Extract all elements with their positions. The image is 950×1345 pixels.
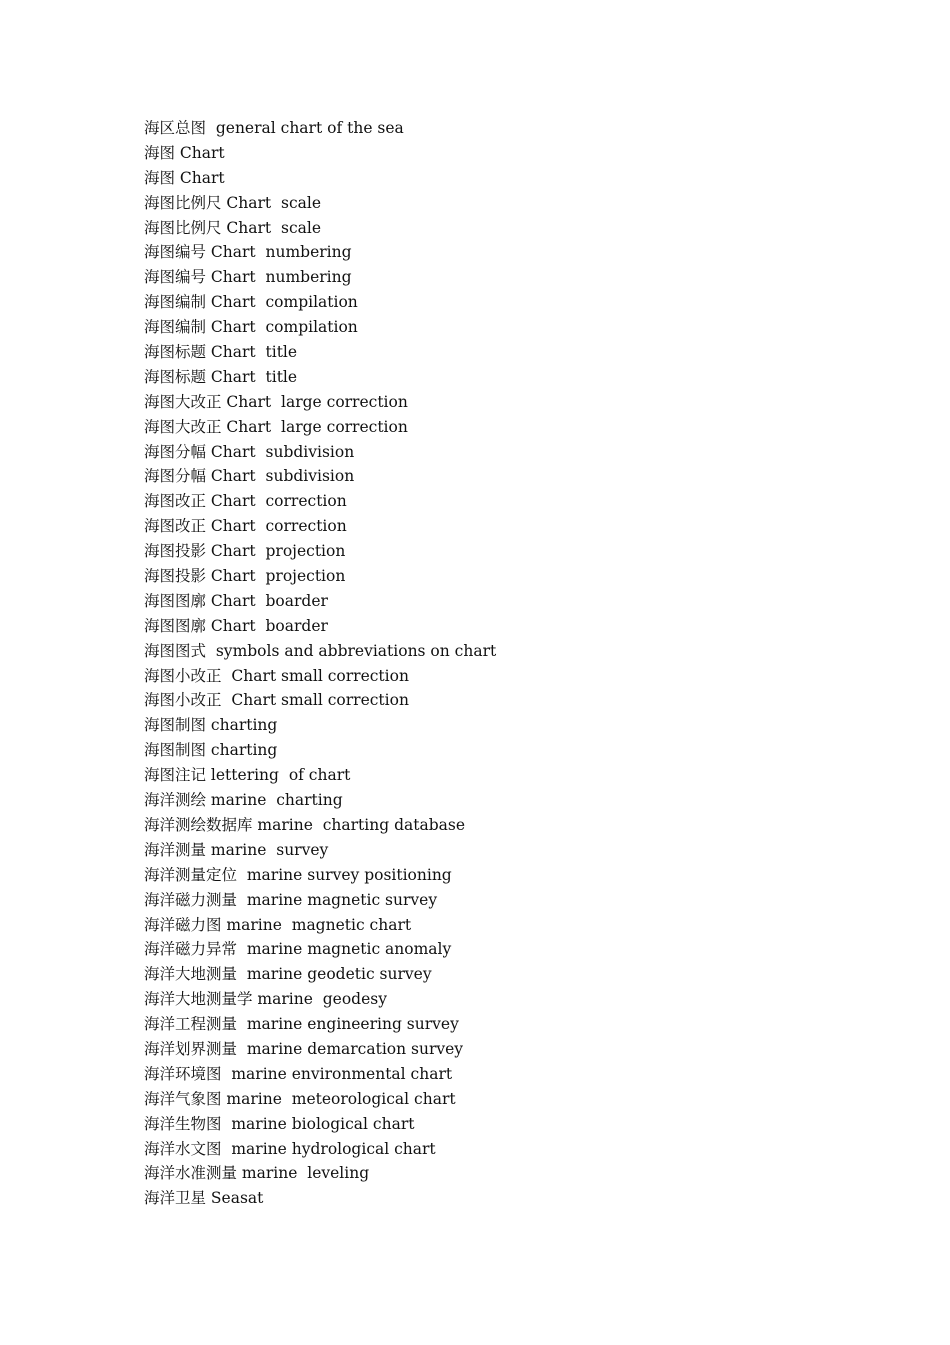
glossary-entry: 海图编号 Chart numbering	[144, 268, 352, 287]
glossary-entry: 海洋测量 marine survey	[144, 840, 329, 859]
glossary-entry: 海图编号 Chart numbering	[144, 243, 352, 262]
glossary-entry: 海洋生物图 marine biological chart	[144, 1114, 415, 1133]
glossary-entry: 海图 Chart	[144, 143, 225, 162]
glossary-entry: 海图注记 lettering of chart	[144, 766, 351, 785]
glossary-entry: 海洋磁力图 marine magnetic chart	[144, 915, 412, 934]
glossary-entry: 海洋气象图 marine meteorological chart	[144, 1089, 456, 1108]
glossary-entry: 海洋工程测量 marine engineering survey	[144, 1015, 459, 1034]
glossary-entry: 海区总图 general chart of the sea	[144, 119, 404, 137]
glossary-entry: 海图比例尺 Chart scale	[144, 218, 322, 237]
glossary-entry: 海图小改正 Chart small correction	[144, 691, 409, 710]
glossary-entry: 海洋测绘 marine charting	[144, 791, 343, 810]
glossary-entry: 海洋磁力异常 marine magnetic anomaly	[144, 940, 452, 959]
glossary-entry: 海图投影 Chart projection	[144, 542, 346, 561]
glossary-entry: 海图标题 Chart title	[144, 343, 298, 362]
glossary-entry: 海洋测绘数据库 marine charting database	[144, 815, 465, 834]
glossary-entry: 海洋环境图 marine environmental chart	[144, 1064, 453, 1083]
glossary-entry: 海图改正 Chart correction	[144, 517, 347, 536]
glossary-entry: 海洋划界测量 marine demarcation survey	[144, 1039, 464, 1058]
glossary-entry: 海洋测量定位 marine survey positioning	[144, 865, 452, 884]
glossary-entry: 海洋大地测量 marine geodetic survey	[144, 965, 432, 984]
glossary-entry: 海图图廓 Chart boarder	[144, 591, 328, 610]
glossary-entry: 海洋水准测量 marine leveling	[144, 1164, 370, 1183]
glossary-entry: 海洋大地测量学 marine geodesy	[144, 990, 387, 1009]
glossary-entry: 海图分幅 Chart subdivision	[144, 442, 355, 461]
glossary-entry: 海图大改正 Chart large correction	[144, 392, 408, 411]
glossary-entry: 海洋磁力测量 marine magnetic survey	[144, 890, 438, 909]
glossary-entry: 海图图式 symbols and abbreviations on chart	[144, 641, 497, 660]
glossary-entry: 海洋卫星 Seasat	[144, 1189, 264, 1208]
glossary-entry: 海图分幅 Chart subdivision	[144, 467, 355, 486]
glossary-entry: 海图比例尺 Chart scale	[144, 193, 322, 212]
glossary-entry: 海洋水文图 marine hydrological chart	[144, 1139, 436, 1158]
glossary-entry: 海图编制 Chart compilation	[144, 318, 358, 337]
glossary-entry: 海图小改正 Chart small correction	[144, 666, 409, 685]
glossary-entry: 海图编制 Chart compilation	[144, 293, 358, 312]
glossary-entry: 海图制图 charting	[144, 716, 278, 735]
glossary-entry: 海图改正 Chart correction	[144, 492, 347, 511]
glossary-entry: 海图大改正 Chart large correction	[144, 417, 408, 436]
glossary-entry: 海图制图 charting	[144, 741, 278, 760]
glossary-entry: 海图投影 Chart projection	[144, 567, 346, 586]
glossary-entry: 海图标题 Chart title	[144, 367, 298, 386]
glossary-entry: 海图 Chart	[144, 168, 225, 187]
glossary-entry: 海图图廓 Chart boarder	[144, 616, 328, 635]
glossary-list	[144, 116, 496, 1211]
